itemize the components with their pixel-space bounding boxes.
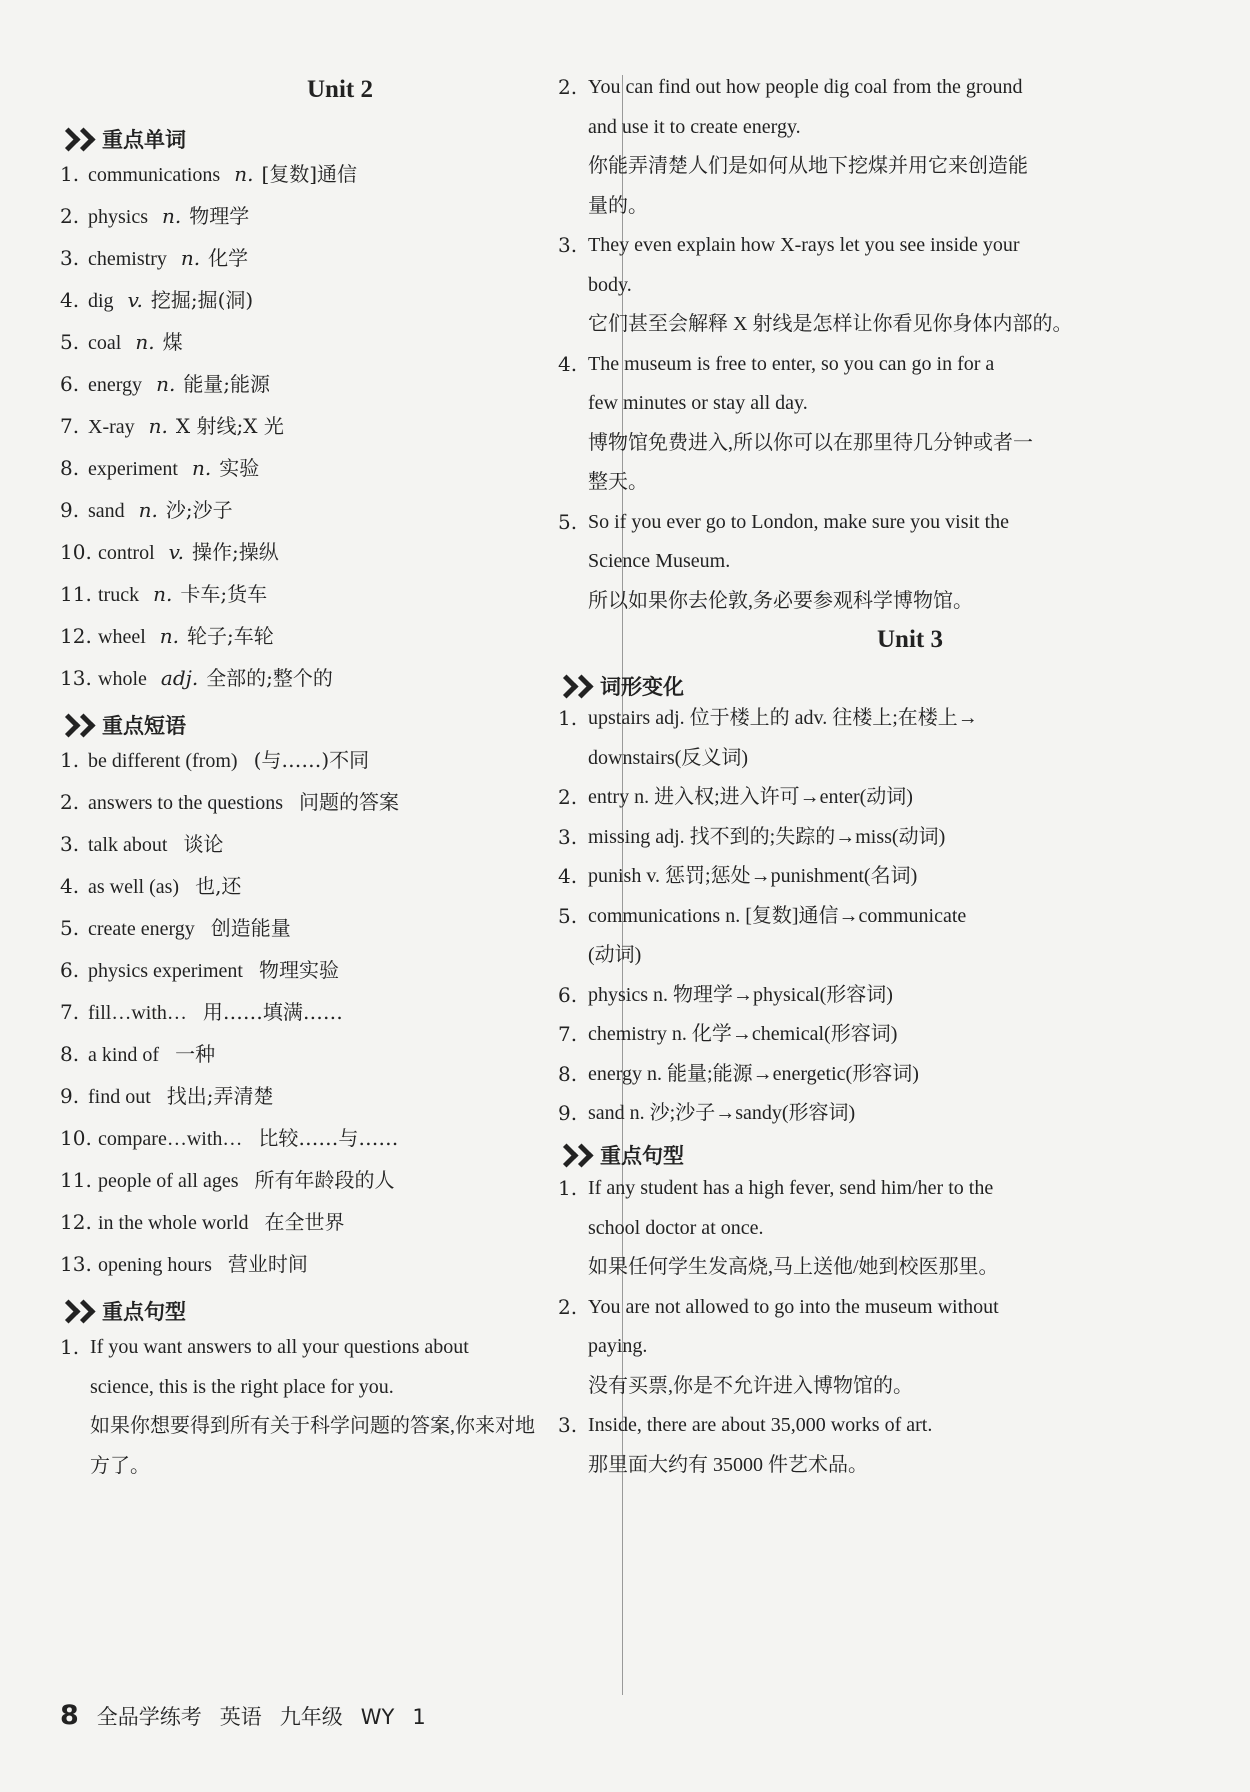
- item-number: 3.: [558, 1413, 578, 1437]
- part-of-speech: v.: [168, 540, 184, 564]
- chevron-icon: [60, 131, 90, 148]
- english-phrase: physics experiment: [88, 960, 243, 982]
- unit2-vocab-head: 重点单词: [60, 124, 186, 154]
- item-number: 6.: [60, 958, 80, 982]
- english-word: sand: [88, 500, 125, 522]
- phrase-item: [60, 1166, 395, 1195]
- chinese-meaning: 实验: [219, 456, 260, 480]
- item-number: 2.: [558, 785, 578, 809]
- unit2-phrase-head: 重点短语: [60, 710, 186, 740]
- chinese-meaning: 挖掘;掘(洞): [150, 288, 254, 312]
- chinese-meaning: 沙;沙子: [165, 498, 233, 522]
- sentence-line: If you want answers to all your questions about: [90, 1336, 469, 1358]
- item-number: 2.: [60, 790, 80, 814]
- item-number: 12.: [60, 624, 92, 648]
- english-word: communications: [88, 164, 221, 186]
- part-of-speech: n.: [153, 582, 173, 606]
- part-of-speech: n.: [138, 498, 158, 522]
- item-number: 1.: [558, 706, 578, 730]
- sentence-line: 如果你想要得到所有关于科学问题的答案,你来对地: [90, 1415, 535, 1437]
- vocab-item: [60, 538, 279, 567]
- english-word: dig: [88, 290, 114, 312]
- phrase-item: [60, 872, 241, 901]
- sentence-line: 如果任何学生发高烧,马上送他/她到校医那里。: [588, 1256, 999, 1278]
- english-phrase: opening hours: [98, 1254, 212, 1276]
- sentence-line: and use it to create energy.: [588, 115, 801, 138]
- sentence-line: 量的。: [588, 194, 648, 217]
- sentence-line: chemistry n. 化学→chemical(形容词): [588, 1023, 898, 1045]
- series-name: 全品学练考: [96, 1705, 202, 1729]
- part-of-speech: n.: [148, 414, 168, 438]
- vocab-item: [60, 244, 248, 273]
- sentence-line: downstairs(反义词): [588, 746, 748, 769]
- chinese-meaning: 化学: [208, 246, 249, 270]
- item-number: 12.: [60, 1210, 92, 1234]
- sentence-line: 那里面大约有 35000 件艺术品。: [588, 1453, 868, 1476]
- chinese-meaning: 也,还: [195, 874, 242, 898]
- vocab-item: [60, 664, 333, 693]
- item-number: 8.: [558, 1061, 578, 1086]
- sentence-line: science, this is the right place for you.: [90, 1375, 394, 1398]
- unit3-title: Unit 3: [877, 626, 943, 653]
- item-number: 2.: [558, 75, 578, 99]
- sentence-line: Inside, there are about 35,000 works of art.: [588, 1414, 933, 1436]
- chinese-meaning: 所有年龄段的人: [254, 1168, 395, 1192]
- sentence-line: paying.: [588, 1335, 648, 1357]
- phrase-item: [60, 1250, 308, 1279]
- item-number: 11.: [60, 582, 92, 606]
- part-of-speech: adj.: [160, 666, 199, 690]
- chevron-icon: [558, 1147, 588, 1164]
- vocab-item: [60, 580, 267, 609]
- sentence-line: 所以如果你去伦敦,务必要参观科学博物馆。: [588, 589, 973, 612]
- sentence-line: 方了。: [90, 1454, 150, 1477]
- chevron-icon: [60, 1303, 90, 1320]
- item-number: 9.: [60, 498, 80, 522]
- item-number: 6.: [558, 982, 578, 1007]
- english-word: experiment: [88, 458, 178, 480]
- sentence-line: 整天。: [588, 471, 648, 493]
- phrase-item: [60, 956, 339, 985]
- part-of-speech: n.: [159, 624, 180, 648]
- sentence-line: body.: [588, 273, 632, 296]
- chinese-meaning: X 射线;X 光: [175, 414, 284, 438]
- chinese-meaning: 创造能量: [210, 916, 291, 940]
- sentence-line: 没有买票,你是不允许进入博物馆的。: [588, 1374, 913, 1397]
- unit2-title: Unit 2: [307, 76, 373, 103]
- item-number: 1.: [558, 1176, 578, 1200]
- unit3-sentence-head: 重点句型: [558, 1140, 684, 1170]
- item-number: 13.: [60, 666, 92, 690]
- english-phrase: people of all ages: [98, 1170, 239, 1192]
- item-number: 9.: [60, 1084, 80, 1108]
- sentence-line: entry n. 进入权;进入许可→enter(动词): [588, 786, 913, 808]
- sentence-line: 你能弄清楚人们是如何从地下挖煤并用它来创造能: [588, 155, 1028, 177]
- sentence-line: You are not allowed to go into the museum without: [588, 1295, 999, 1318]
- item-number: 3.: [60, 832, 80, 856]
- english-phrase: compare…with…: [98, 1128, 243, 1150]
- sentence-line: school doctor at once.: [588, 1216, 764, 1239]
- edition: WY: [360, 1705, 395, 1729]
- item-number: 1.: [60, 1335, 80, 1359]
- item-number: 4.: [558, 351, 578, 376]
- item-number: 2.: [558, 1294, 578, 1319]
- part-of-speech: n.: [191, 456, 212, 480]
- chinese-meaning: 谈论: [183, 832, 224, 856]
- vocab-item: [60, 412, 284, 441]
- item-number: 10.: [60, 540, 92, 564]
- unit3-forms-head: 词形变化: [558, 671, 684, 701]
- vocab-item: [60, 160, 357, 189]
- english-phrase: talk about: [88, 834, 168, 856]
- chinese-meaning: 物理学: [189, 204, 250, 228]
- item-number: 8.: [60, 1042, 80, 1066]
- phrase-item: [60, 788, 399, 817]
- sentence-line: physics n. 物理学→physical(形容词): [588, 983, 893, 1006]
- item-number: 1.: [60, 748, 80, 772]
- english-word: coal: [88, 332, 122, 354]
- item-number: 2.: [60, 204, 80, 228]
- vocab-item: [60, 286, 253, 315]
- vocab-item: [60, 328, 183, 357]
- vocab-item: [60, 454, 259, 483]
- phrase-item: [60, 1124, 398, 1153]
- chinese-meaning: 能量;能源: [183, 372, 271, 396]
- vocab-item: [60, 496, 233, 525]
- item-number: 11.: [60, 1168, 92, 1192]
- sentence-line: 它们甚至会解释 X 射线是怎样让你看见你身体内部的。: [588, 313, 1073, 335]
- english-word: X-ray: [88, 416, 135, 438]
- chinese-meaning: 营业时间: [227, 1252, 308, 1276]
- english-phrase: answers to the questions: [88, 792, 283, 814]
- english-phrase: find out: [88, 1086, 151, 1108]
- sentence-line: Science Museum.: [588, 550, 731, 572]
- english-word: energy: [88, 374, 143, 396]
- chinese-meaning: [复数]通信: [261, 162, 358, 186]
- chinese-meaning: 找出;弄清楚: [166, 1084, 274, 1108]
- english-word: whole: [98, 668, 147, 690]
- item-number: 6.: [60, 372, 80, 396]
- sentence-line: punish v. 惩罚;惩处→punishment(名词): [588, 865, 918, 887]
- phrase-item: [60, 830, 223, 859]
- sentence-line: communications n. [复数]通信→communicate: [588, 904, 967, 927]
- sentence-line: upstairs adj. 位于楼上的 adv. 往楼上;在楼上→: [588, 707, 978, 729]
- sentence-line: few minutes or stay all day.: [588, 392, 808, 414]
- chinese-meaning: 一种: [175, 1042, 216, 1066]
- part-of-speech: n.: [156, 372, 176, 396]
- item-number: 5.: [558, 903, 578, 928]
- sentence-line: You can find out how people dig coal from the ground: [588, 76, 1023, 98]
- chinese-meaning: 在全世界: [264, 1210, 345, 1234]
- page-number: 8: [60, 1700, 79, 1731]
- vocab-item: [60, 370, 270, 399]
- phrase-item: [60, 998, 343, 1027]
- chinese-meaning: 全部的;整个的: [206, 666, 333, 690]
- part-of-speech: v.: [127, 288, 143, 312]
- english-word: physics: [88, 206, 148, 228]
- part-of-speech: n.: [162, 204, 182, 228]
- chevron-icon: [558, 678, 588, 695]
- item-number: 7.: [60, 1000, 80, 1024]
- item-number: 9.: [558, 1101, 578, 1125]
- english-word: chemistry: [88, 248, 167, 270]
- chinese-meaning: 用……填满……: [202, 1000, 343, 1024]
- grade: 九年级: [279, 1705, 343, 1729]
- part-of-speech: n.: [135, 330, 155, 354]
- sentence-line: So if you ever go to London, make sure you visit the: [588, 510, 1010, 533]
- phrase-item: [60, 746, 369, 775]
- sentence-line: If any student has a high fever, send him/her to the: [588, 1177, 994, 1199]
- volume: 1: [412, 1705, 426, 1729]
- footer: [60, 1700, 444, 1731]
- item-number: 1.: [60, 162, 80, 186]
- item-number: 13.: [60, 1252, 92, 1276]
- english-phrase: fill…with…: [88, 1002, 187, 1024]
- item-number: 4.: [60, 288, 80, 312]
- item-number: 10.: [60, 1126, 92, 1150]
- chinese-meaning: 比较……与……: [258, 1126, 399, 1150]
- english-word: wheel: [98, 626, 146, 648]
- phrase-item: [60, 1082, 274, 1111]
- subject: 英语: [219, 1705, 262, 1729]
- item-number: 7.: [558, 1022, 578, 1046]
- part-of-speech: n.: [234, 162, 254, 186]
- sentence-line: (动词): [588, 944, 642, 966]
- sentence-line: sand n. 沙;沙子→sandy(形容词): [588, 1102, 856, 1124]
- english-phrase: be different (from): [88, 750, 238, 772]
- item-number: 8.: [60, 456, 80, 480]
- sentence-line: energy n. 能量;能源→energetic(形容词): [588, 1062, 919, 1085]
- item-number: 3.: [558, 824, 578, 849]
- unit2-sentence-head: 重点句型: [60, 1296, 186, 1326]
- item-number: 5.: [558, 509, 578, 534]
- english-phrase: as well (as): [88, 876, 180, 898]
- item-number: 3.: [558, 233, 578, 257]
- part-of-speech: n.: [180, 246, 201, 270]
- phrase-item: [60, 1208, 345, 1237]
- item-number: 4.: [60, 874, 80, 898]
- phrase-item: [60, 1040, 215, 1069]
- english-phrase: a kind of: [88, 1044, 160, 1066]
- vocab-item: [60, 202, 249, 231]
- phrase-item: [60, 914, 291, 943]
- english-word: control: [98, 542, 155, 564]
- chinese-meaning: 煤: [162, 330, 183, 354]
- sentence-line: missing adj. 找不到的;失踪的→miss(动词): [588, 825, 946, 848]
- chinese-meaning: 问题的答案: [298, 790, 399, 814]
- item-number: 5.: [60, 916, 80, 940]
- vocab-item: [60, 622, 274, 651]
- english-phrase: create energy: [88, 918, 195, 940]
- english-word: truck: [98, 584, 140, 606]
- chinese-meaning: 操作;操纵: [191, 540, 279, 564]
- item-number: 5.: [60, 330, 80, 354]
- sentence-line: They even explain how X-rays let you see inside your: [588, 234, 1020, 256]
- chevron-icon: [60, 717, 90, 734]
- sentence-line: 博物馆免费进入,所以你可以在那里待几分钟或者一: [588, 431, 1033, 454]
- chinese-meaning: 物理实验: [258, 958, 339, 982]
- chinese-meaning: 轮子;车轮: [187, 624, 274, 648]
- item-number: 3.: [60, 246, 80, 270]
- item-number: 7.: [60, 414, 80, 438]
- english-phrase: in the whole world: [98, 1212, 249, 1234]
- sentence-line: The museum is free to enter, so you can go in for a: [588, 352, 995, 375]
- chinese-meaning: 卡车;货车: [180, 582, 268, 606]
- chinese-meaning: (与……)不同: [253, 748, 370, 772]
- item-number: 4.: [558, 864, 578, 888]
